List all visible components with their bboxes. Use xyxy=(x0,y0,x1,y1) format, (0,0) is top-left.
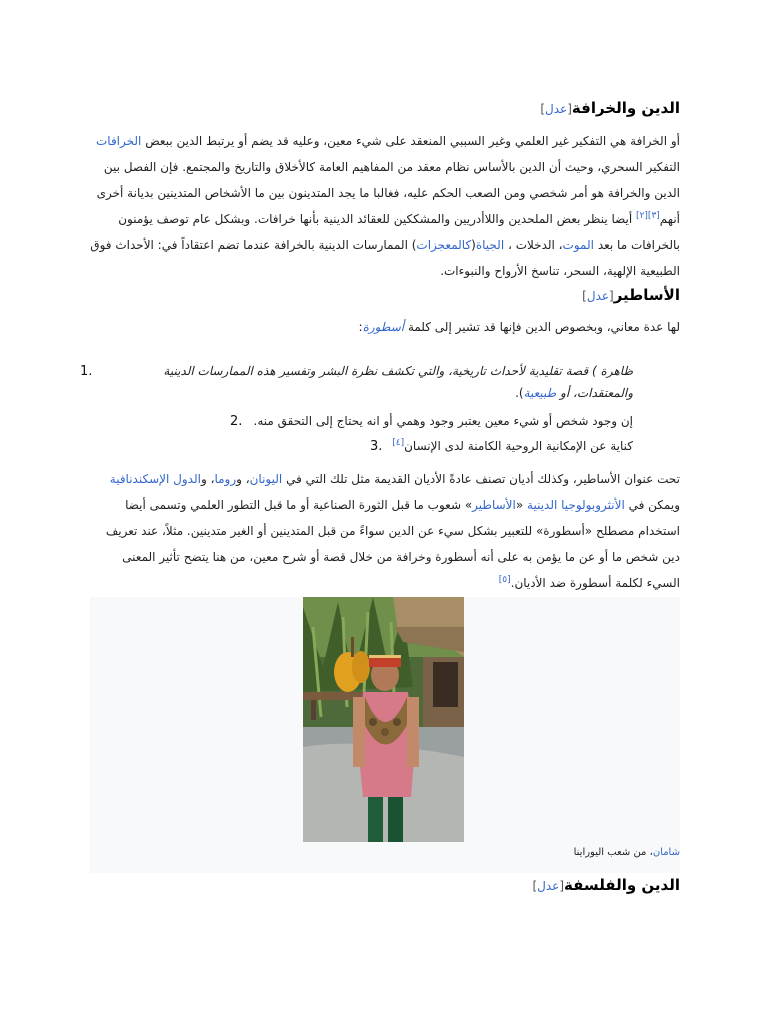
text: » شعوب ما قبل الثورة الصناعية أو ما قبل التطور العلمي وتسمى أيضا استخدام مصطلح «أسطورة» للتعبير بشكل سيء عن الدين سواءً من قبل المتدينين أو الغير متدينين. مثلاً، عند تعريف دين شخص ما أو عن ما يؤمن به على أنه أسطورة وخرافة من خلال قصة أو شرح معين، من هنا يتضح تأثير المعنى السيء لكلمة أسطورة ضد الأديان. xyxy=(105,498,680,590)
link-greece[interactable]: اليونان xyxy=(249,472,283,486)
text: التفكير السحري، وحيث أن الدين بالأساس نظام معقد من المفاهيم العامة كالأخلاق والتاريخ والمجتمع. فإن الفصل بين الدين والخرافة هو أمر شخصي ومن الصعب الحكم عليه، فغالبا ما يجد المتدينون بين ما الأشخاص المتدينين بديانة أخرى أنهم xyxy=(96,160,680,226)
paragraph-superstition xyxy=(90,128,680,284)
list-item xyxy=(388,435,633,457)
link-shaman[interactable]: شامان xyxy=(652,847,680,858)
section-title: الدين والخرافة xyxy=(571,99,680,117)
text: ظاهرة ) قصة تقليدية لأحداث تاريخية، والتي تكشف نظرة البشر وتفسير هذه الممارسات الدينية والمعتقدات، أو xyxy=(163,364,633,400)
list-item xyxy=(253,410,633,432)
text: كناية عن الإمكانية الروحية الكامنة لدى الإنسان xyxy=(404,439,633,453)
reference-link[interactable]: [٣][٢] xyxy=(636,211,660,221)
text: لها عدة معاني، وبخصوص الدين فإنها قد تشير إلى كلمة xyxy=(407,320,680,334)
section-title: الدين والفلسفة xyxy=(564,876,680,894)
text: ، و xyxy=(200,472,215,486)
caption-text: ، من شعب اليوراينا xyxy=(573,847,653,858)
link-rome[interactable]: روما xyxy=(214,472,237,486)
figure-caption xyxy=(90,847,680,858)
edit-link-wrapper: [عدل] xyxy=(582,289,614,303)
text: أيضا ينظر بعض الملحدين واللاأدريين والمشككين للعقائد الدينية بأنها خرافات. وبشكل عام توصف يؤمنون بالخرافات ما بعد xyxy=(118,212,680,252)
list-item xyxy=(133,360,633,404)
section-heading-religion-superstition xyxy=(90,98,680,119)
link-superstitions[interactable]: الخرافات xyxy=(95,134,142,148)
section-title: الأساطير xyxy=(613,286,680,304)
list-number: 1. xyxy=(80,364,93,379)
link-natural[interactable]: طبيعية xyxy=(523,386,557,400)
section-heading-myths xyxy=(90,285,680,306)
link-miracles[interactable]: كالمعجزات xyxy=(416,238,472,252)
figure-image[interactable] xyxy=(303,597,464,842)
section-heading-religion-philosophy xyxy=(90,875,680,896)
text: ويمكن في xyxy=(628,498,680,512)
list-number: 2. xyxy=(230,414,243,429)
link-anthropology-of-religion[interactable]: الأنثروبولوجيا الدينية xyxy=(527,498,625,512)
text: أو الخرافة هي التفكير غير العلمي وغير السببي المنعقد على شيء معين، وعليه قد يضم أو يرتبط الدين ببعض xyxy=(145,134,680,148)
text: تحت عنوان الأساطير، وكذلك أديان تصنف عادةً الأديان القديمة مثل تلك التي في xyxy=(286,472,680,486)
edit-link-wrapper: [عدل] xyxy=(540,102,572,116)
link-myth[interactable]: أسطورة xyxy=(362,320,405,334)
edit-link-wrapper: [عدل] xyxy=(532,879,565,893)
text: إن وجود شخص أو شيء معين يعتبر وجود وهمي أو انه يحتاج إلى التحقق منه. xyxy=(253,414,633,428)
paragraph-myths-usage xyxy=(88,466,680,596)
text: ) الممارسات الدينية بالخرافة عندما تضم اعتقاداً في: الأحداث فوق الطبيعية الإلهية، السحر، تناسخ الأرواح والنبوءات. xyxy=(90,238,680,278)
text: ). xyxy=(515,386,524,400)
paragraph-myths-intro xyxy=(90,314,680,340)
edit-link[interactable]: عدل xyxy=(586,289,610,303)
reference-link[interactable]: [٥] xyxy=(498,575,511,585)
link-scandinavia[interactable]: الدول الإسكندنافية xyxy=(109,472,201,486)
edit-link[interactable]: عدل xyxy=(537,879,560,893)
text: ( xyxy=(471,238,476,252)
link-death[interactable]: الموت xyxy=(562,238,594,252)
reference-link[interactable]: [٤] xyxy=(392,438,405,448)
list-number: 3. xyxy=(370,439,383,454)
link-myths[interactable]: الأساطير xyxy=(472,498,516,512)
text: « xyxy=(515,498,528,512)
text: : xyxy=(358,320,363,334)
shaman-photo xyxy=(303,597,464,842)
text: ، الدخلات ، xyxy=(508,238,563,252)
text: ، و xyxy=(236,472,250,486)
link-life[interactable]: الجياة xyxy=(475,238,505,252)
edit-link[interactable]: عدل xyxy=(545,102,568,116)
